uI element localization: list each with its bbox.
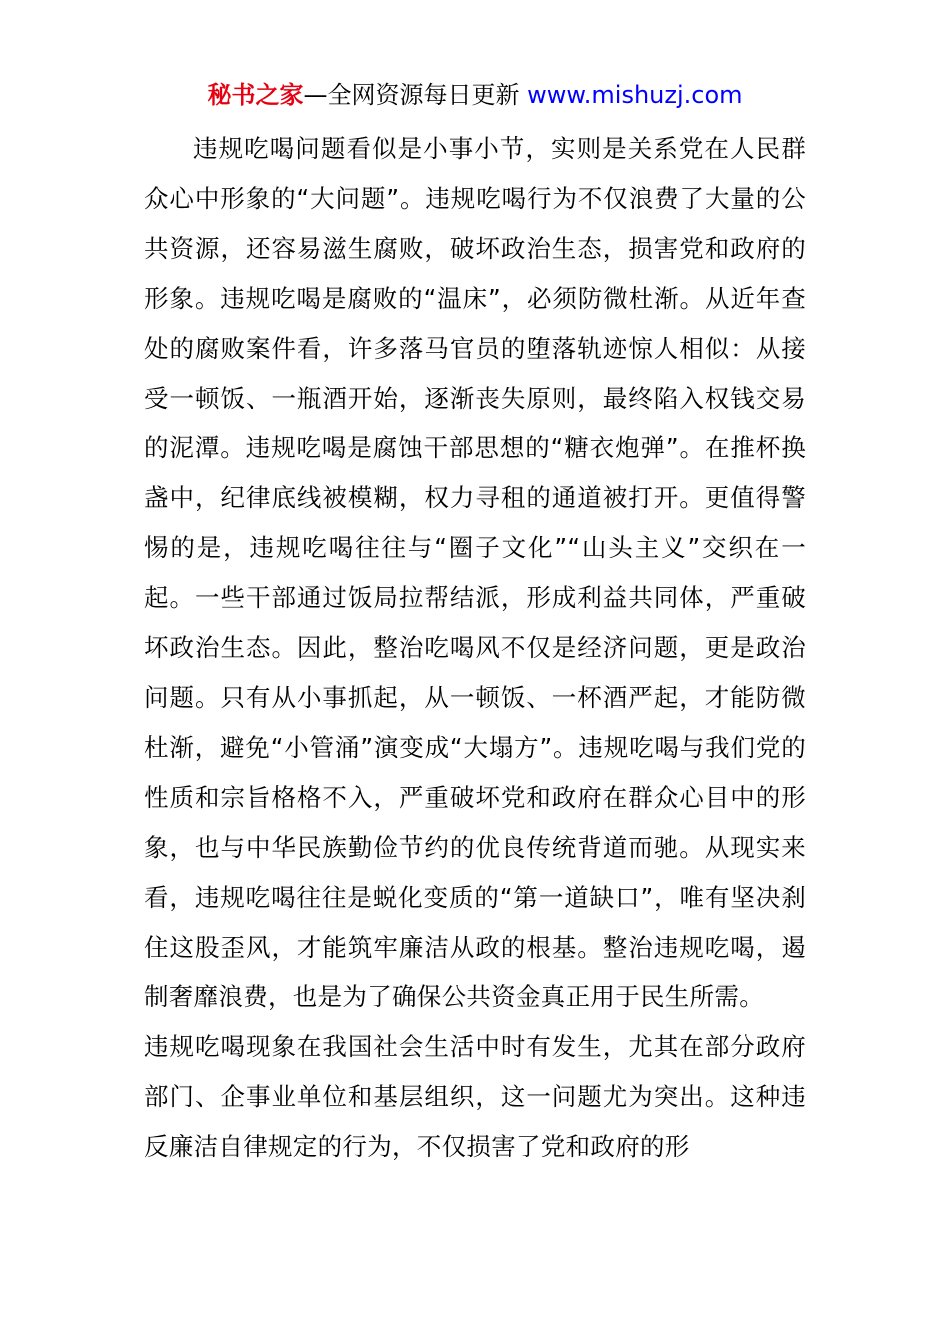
brand-name: 秘书之家 [207,81,304,109]
page-header [0,78,950,112]
website-link[interactable]: www.mishuzj.com [527,81,743,109]
header-tagline: —全网资源每日更新 [303,81,528,109]
document-body [144,124,806,1172]
body-paragraph-1: 违规吃喝问题看似是小事小节，实则是关系党在人民群众心中形象的“大问题”。违规吃喝行为不仅浪费了大量的公共资源，还容易滋生腐败，破坏政治生态，损害党和政府的形象。违规吃喝是腐败的“温床”，必须防微杜渐。从近年查处的腐败案件看，许多落马官员的堕落轨迹惊人相似：从接受一顿饭、一瓶酒开始，逐渐丧失原则，最终陷入权钱交易的泥潭。违规吃喝是腐蚀干部思想的“糖衣炮弹”。在推杯换盏中，纪律底线被模糊，权力寻租的通道被打开。更值得警惕的是，违规吃喝往往与“圈子文化”“山头主义”交织在一起。一些干部通过饭局拉帮结派，形成利益共同体，严重破坏政治生态。因此，整治吃喝风不仅是经济问题，更是政治问题。只有从小事抓起，从一顿饭、一杯酒严起，才能防微杜渐，避免“小管涌”演变成“大塌方”。违规吃喝与我们党的性质和宗旨格格不入，严重破坏党和政府在群众心目中的形象，也与中华民族勤俭节约的优良传统背道而驰。从现实来看，违规吃喝往往是蜕化变质的“第一道缺口”，唯有坚决刹住这股歪风，才能筑牢廉洁从政的根基。整治违规吃喝，遏制奢靡浪费，也是为了确保公共资金真正用于民生所需。 [144,134,806,1012]
body-paragraph-2: 违规吃喝现象在我国社会生活中时有发生，尤其在部分政府部门、企事业单位和基层组织，这一问题尤为突出。这种违反廉洁自律规定的行为，不仅损害了党和政府的形 [144,1032,806,1162]
